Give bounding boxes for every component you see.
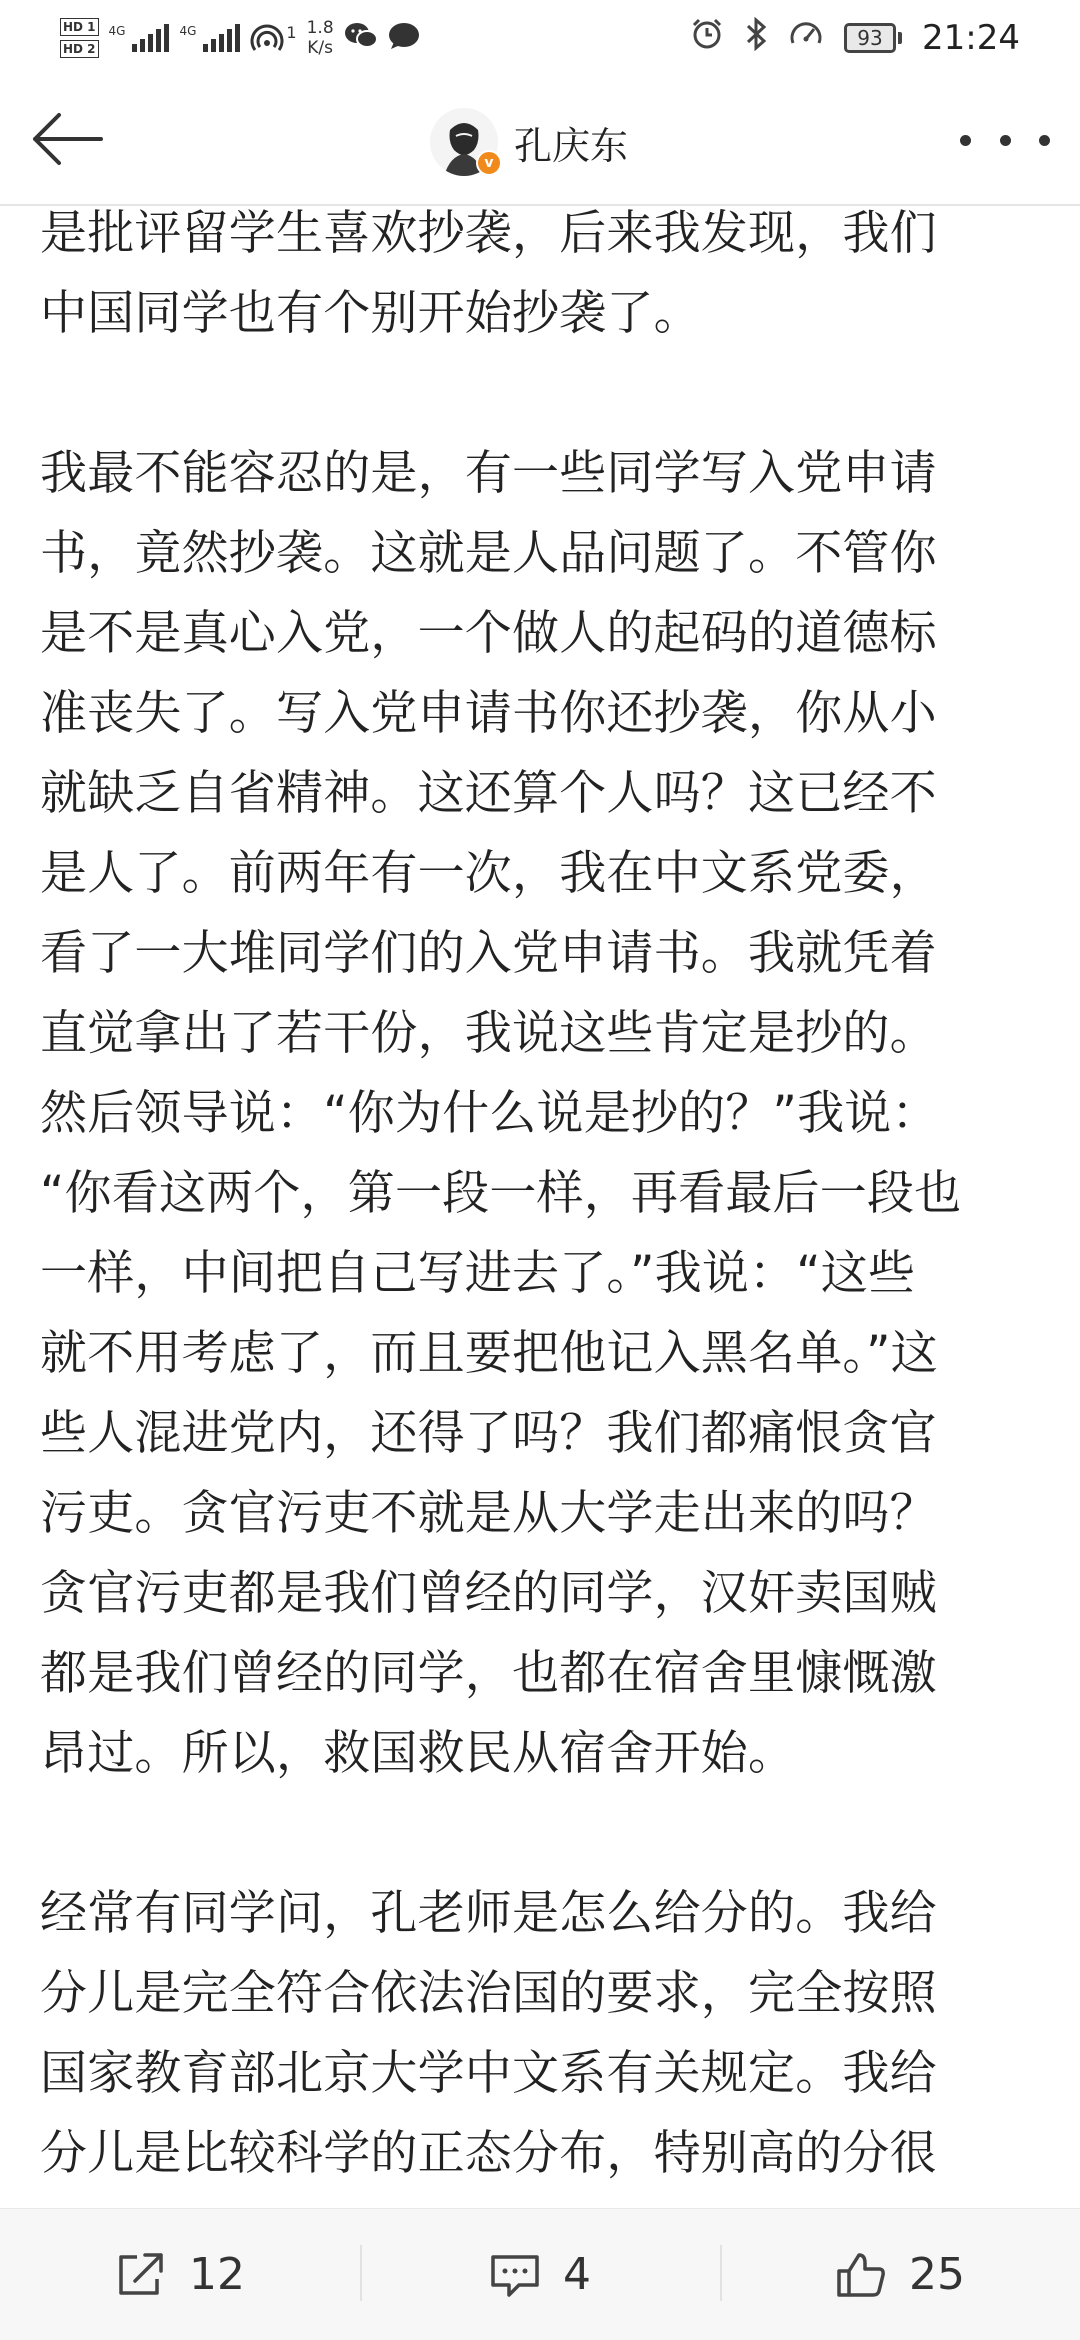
signal2-label: 4G <box>179 24 197 38</box>
text-line: 就缺乏自省精神。这还算个人吗？这已经不 <box>40 766 937 821</box>
status-bar <box>0 0 1080 70</box>
text-line: 是不是真心入党，一个做人的起码的道德标 <box>40 606 937 661</box>
like-count: 25 <box>909 2249 965 2300</box>
text-line: 都是我们曾经的同学，也都在宿舍里慷慨激 <box>40 1646 937 1701</box>
nav-bar <box>0 70 1080 206</box>
hd1-label: HD 1 <box>60 18 99 36</box>
speed-unit: K/s <box>307 38 333 58</box>
wechat-icon <box>344 22 378 55</box>
avatar[interactable] <box>430 108 498 176</box>
text-line: 看了一大堆同学们的入党申请书。我就凭着 <box>40 926 937 981</box>
paragraph-1 <box>40 194 1050 354</box>
message-icon <box>388 22 420 55</box>
text-line: 一样，中间把自己写进去了。”我说：“这些 <box>40 1246 916 1301</box>
clock: 21:24 <box>922 18 1020 58</box>
hd2-label: HD 2 <box>60 40 99 58</box>
text-line: 然后领导说：“你为什么说是抄的？”我说： <box>40 1086 939 1141</box>
signal2-icon <box>179 24 240 52</box>
text-line: 是批评留学生喜欢抄袭，后来我发现，我们 <box>40 206 937 261</box>
comment-icon <box>489 2251 541 2299</box>
verified-badge: v <box>476 150 502 176</box>
back-arrow-icon <box>29 109 105 169</box>
speedometer-icon <box>788 17 824 60</box>
text-line: 就不用考虑了，而且要把他记入黑名单。”这 <box>40 1326 938 1381</box>
hd-indicator <box>60 18 99 58</box>
network-speed <box>307 18 334 58</box>
text-line: 些人混进党内，还得了吗？我们都痛恨贪官 <box>40 1406 937 1461</box>
bottom-action-bar <box>0 2208 1080 2340</box>
status-left <box>60 10 420 66</box>
share-count: 12 <box>189 2249 245 2300</box>
hotspot-count: 1 <box>286 23 297 42</box>
alarm-icon <box>690 17 724 60</box>
battery-icon <box>844 23 902 53</box>
back-button[interactable] <box>22 104 112 174</box>
more-dots-icon <box>960 135 1050 146</box>
text-line: 书，竟然抄袭。这就是人品问题了。不管你 <box>40 526 937 581</box>
article-body <box>40 194 1050 2184</box>
paragraph-2 <box>40 434 1050 1794</box>
more-button[interactable] <box>960 120 1050 160</box>
text-line: 是人了。前两年有一次，我在中文系党委， <box>40 846 937 901</box>
text-line: 昂过。所以，救国救民从宿舍开始。 <box>40 1726 796 1781</box>
text-line: 中国同学也有个别开始抄袭了。 <box>40 286 701 341</box>
signal1-icon <box>109 24 170 52</box>
speed-value: 1.8 <box>306 18 334 38</box>
profile-header[interactable] <box>430 106 628 178</box>
paragraph-3 <box>40 1874 1050 2184</box>
share-button[interactable] <box>0 2209 360 2340</box>
text-line: 经常有同学问，孔老师是怎么给分的。我给 <box>40 1886 937 1941</box>
comment-button[interactable] <box>360 2209 720 2340</box>
text-line: 国家教育部北京大学中文系有关规定。我给 <box>40 2046 937 2101</box>
like-button[interactable] <box>720 2209 1080 2340</box>
status-right <box>690 10 1020 66</box>
text-line: 污吏。贪官污吏不就是从大学走出来的吗？ <box>40 1486 937 1541</box>
text-line: 准丧失了。写入党申请书你还抄袭，你从小 <box>40 686 937 741</box>
battery-level: 93 <box>857 26 883 50</box>
thumbs-up-icon <box>835 2251 887 2299</box>
text-line: 分儿是完全符合依法治国的要求，完全按照 <box>40 1966 937 2021</box>
text-line: 分儿是比较科学的正态分布，特别高的分很 <box>40 2126 937 2181</box>
signal1-label: 4G <box>108 24 126 38</box>
text-line: 贪官污吏都是我们曾经的同学，汉奸卖国贼 <box>40 1566 937 1621</box>
text-line: “你看这两个，第一段一样，再看最后一段也 <box>40 1166 962 1221</box>
share-icon <box>115 2251 167 2299</box>
text-line: 直觉拿出了若干份，我说这些肯定是抄的。 <box>40 1006 937 1061</box>
bluetooth-icon <box>744 17 768 60</box>
comment-count: 4 <box>563 2249 591 2300</box>
text-line: 我最不能容忍的是，有一些同学写入党申请 <box>40 446 937 501</box>
hotspot-icon <box>250 23 296 53</box>
page-title: 孔庆东 <box>514 123 629 168</box>
